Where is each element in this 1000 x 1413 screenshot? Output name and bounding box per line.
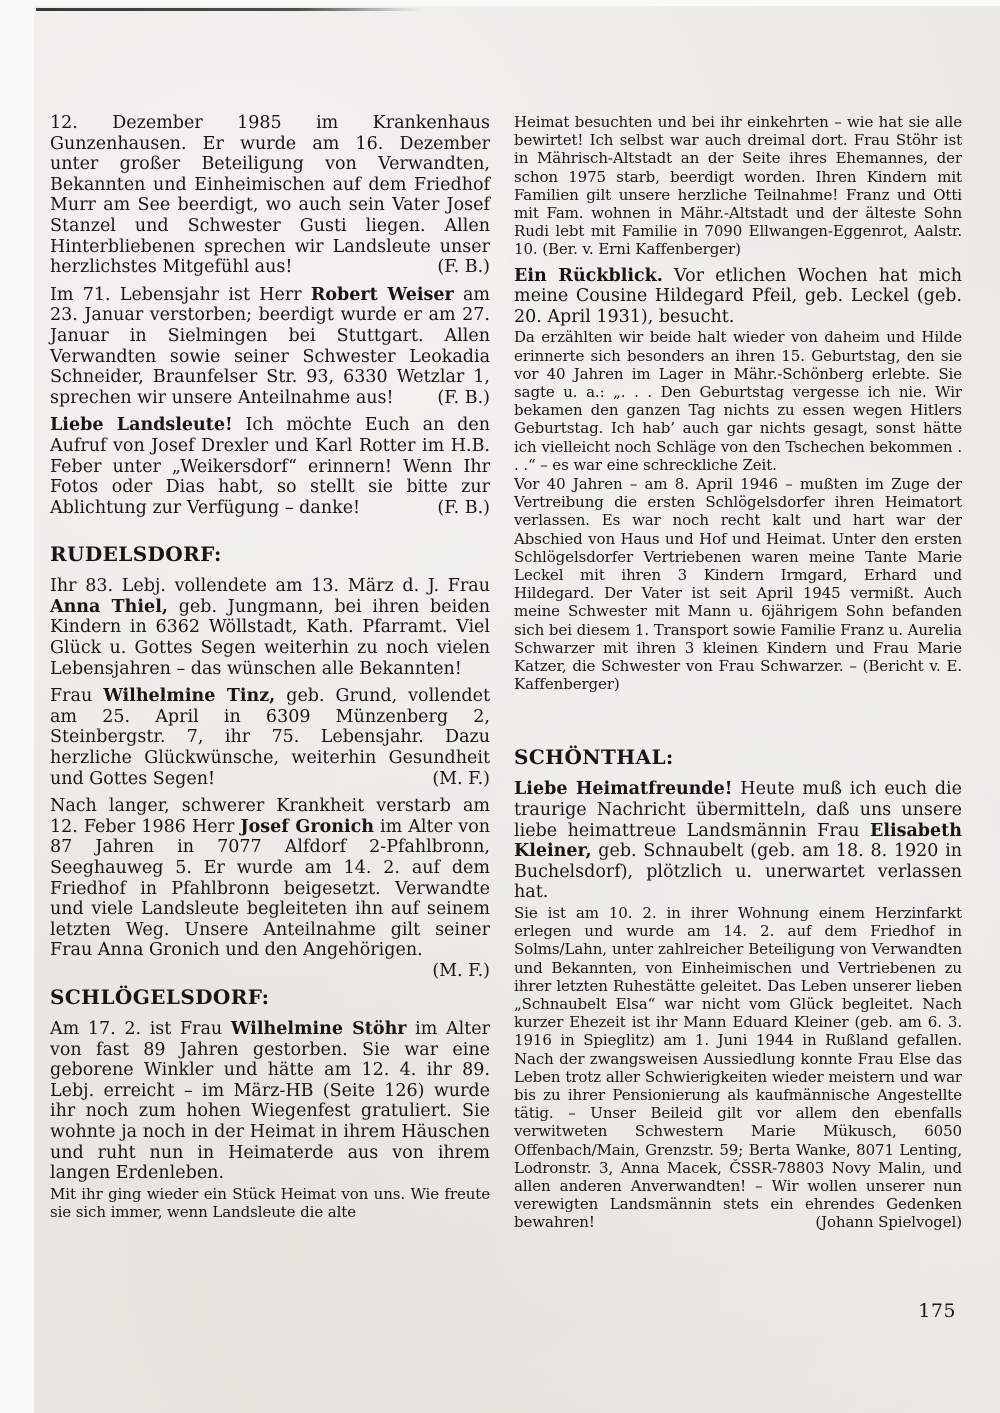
paragraph xyxy=(514,475,962,693)
bold-name-text: Ein Rückblick. xyxy=(514,265,663,286)
paragraph xyxy=(50,415,490,518)
scan-artifact-line xyxy=(36,8,516,11)
body-text: Frau xyxy=(50,686,104,707)
body-text: Sie ist am 10. 2. in ihrer Wohnung einem Herzinfarkt erlegen und wurde am 14. 2. auf dem Friedhof in Solms/Lahn, unter zahlreicher Beteiligung von Verwandten und Bekannten, von Einheimischen und Vertriebenen zu ihrer letzten Ruhestätte geleitet. Das Leben unserer lieben „Schnaubelt Elsa“ war nicht vom Glück begleitet. Nach kurzer Ehezeit ist ihr Mann Eduard Kleiner (geb. am 6. 3. 1916 in Spieglitz) am 1. Juni 1944 in Rußland gefallen. Nach der zwangsweisen Aussiedlung konnte Frau Else das Leben trotz aller Schwierigkeiten wieder meistern und war bis zu ihrer Pensionierung als kaufmännische Angestellte tätig. – Unser Beileid gilt vor allem den ebenfalls verwitweten Schwestern Marie Mükusch, 6050 Offenbach/Main, Grenzstr. 59; Berta Wanke, 8071 Lenting, Lodronstr. 3, Anna Macek, ČSSR-78803 Novy Malin, und allen anderen Anverwandten! – Wir wollen unserer nun verewigten Landsmännin stets ein ehrendes Gedenken bewahren! xyxy=(514,904,962,1232)
signature: (M. F.) xyxy=(432,768,490,789)
section-heading: SCHÖNTHAL: xyxy=(514,745,674,770)
paragraph xyxy=(514,266,962,328)
body-text: Am 17. 2. ist Frau xyxy=(50,1018,231,1039)
section-heading: RUDELSDORF: xyxy=(50,542,222,567)
bold-name-text: Wilhelmine Stöhr xyxy=(230,1018,407,1039)
paragraph xyxy=(50,576,490,679)
right-column xyxy=(514,113,962,1232)
page-number: 175 xyxy=(918,1300,956,1322)
paragraph xyxy=(514,904,962,1232)
body-text: Ihr 83. Lebj. vollendete am 13. März d. J. Frau xyxy=(50,576,490,597)
body-text: 12. Dezember 1985 im Krankenhaus Gunzenhausen. Er wurde am 16. Dezember unter großer Beteiligung von Verwandten, Bekannten und Einheimischen auf dem Friedhof Murr am See beerdigt, wo auch sein Vater Josef Stanzel und Schwester Gusti liegen. Allen Hinterbliebenen sprechen wir Landsleute unser herzlichstes Mitgefühl aus! xyxy=(50,113,490,278)
body-text: Vor 40 Jahren – am 8. April 1946 – mußten im Zuge der Vertreibung die ersten Schlögelsdorfer ihren Heimatort verlassen. Es war noch recht kalt und hart war der Abschied von Haus und Hof und Heimat. Unter den ersten Schlögelsdorfer Vertriebenen waren meine Tante Marie Leckel mit ihren 3 Kindern Irmgard, Erhard und Hildegard. Der Vater ist seit April 1945 vermißt. Auch meine Schwester mit Mann u. 6jährigem Sohn befanden sich bei diesem 1. Transport sowie Familie Franz u. Aurelia Schwarzer mit ihren 3 kleinen Kindern und Frau Marie Katzer, die Schwester von Frau Schwarzer. – (Bericht v. E. Kaffenberger) xyxy=(514,475,962,694)
body-text: Da erzählten wir beide halt wieder von daheim und Hilde erinnerte sich besonders an ihren 15. Geburtstag, den sie vor 40 Jahren im Lager in Mähr.-Schönberg erlebte. Sie sagte u. a.: „. . . Den Geburtstag vergesse ich nie. Wir bekamen den ganzen Tag nichts zu essen wegen Hitlers Geburtstag. Ich hab’ auch gar nichts gesagt, sonst hätte ich vielleicht noch Schläge von den Tschechen bekommen . . .“ – es war eine schreckliche Zeit. xyxy=(514,328,962,474)
signature: (F. B.) xyxy=(437,497,490,518)
body-text: Im 71. Lebensjahr ist Herr xyxy=(50,284,311,305)
body-text: Heute muß ich euch die traurige Nachricht übermitteln, daß uns unsere liebe heimattreue Landsmännin Frau xyxy=(514,779,963,841)
signature: (M. F.) xyxy=(432,960,490,981)
body-text: Heimat besuchten und bei ihr einkehrten – wie hat sie alle bewirtet! Ich selbst war auch dreimal dort. Frau Stöhr ist in Mährisch-Altstadt an der Seite ihres Ehemannes, der schon 1975 starb, beerdigt worden. Ihren Kindern mit Familien gilt unsere herzliche Teilnahme! Franz und Otti mit Fam. wohnen in Mähr.-Altstadt und der älteste Sohn Rudi lebt mit Familie in 7090 Ellwangen-Eggenrot, Aalstr. 10. (Ber. v. Erni Kaffenberger) xyxy=(514,113,962,259)
section-heading: SCHLÖGELSDORF: xyxy=(50,984,270,1009)
left-column xyxy=(50,113,490,1221)
body-text: Vor etlichen Wochen hat mich meine Cousine Hildegard Pfeil, geb. Leckel (geb. 20. April 1931), besucht. xyxy=(514,265,962,327)
bold-name-text: Wilhelmine Tinz, xyxy=(103,686,276,707)
body-text: geb. Grund, vollendet am 25. April in 6309 Münzenberg 2, Steinbergstr. 7, ihr 75. Lebensjahr. Dazu herzliche Glückwünsche, weiterhin Gesundheit und Gottes Segen! xyxy=(50,686,490,789)
paragraph xyxy=(50,1185,490,1221)
bold-name-text: Liebe Heimatfreunde! xyxy=(514,779,733,800)
bold-name-text: Josef Gronich xyxy=(240,816,374,837)
body-text: im Alter von 87 Jahren in 7077 Alfdorf 2-Pfahlbronn, Seeghauweg 5. Er wurde am 14. 2. auf dem Friedhof in Pfahlbronn beigesetzt. Verwandte und viele Landsleute begleiteten ihn auf seinem letzten Weg. Unsere Anteilnahme gilt seiner Frau Anna Gronich und den Angehörigen. xyxy=(50,816,491,961)
paragraph xyxy=(50,113,490,278)
paragraph xyxy=(50,1019,490,1184)
signature: (F. B.) xyxy=(437,257,490,278)
paragraph xyxy=(514,113,962,259)
scanned-page xyxy=(34,6,1000,1413)
paragraph xyxy=(50,686,490,789)
paragraph xyxy=(514,779,962,903)
body-text: am 23. Januar verstorben; beerdigt wurde er am 27. Januar in Sielmingen bei Stuttgart. Allen Verwandten sowie seiner Schwester Leokadia Schneider, Braunfelser Str. 93, 6330 Wetzlar 1, sprechen wir unsere Anteilnahme aus! xyxy=(50,284,490,408)
paragraph xyxy=(50,796,491,981)
paragraph xyxy=(50,285,490,409)
body-text: Nach langer, schwerer Krankheit verstarb am 12. Feber 1986 Herr xyxy=(50,796,490,837)
bold-name-text: Elisabeth Kleiner, xyxy=(514,820,962,862)
body-text: Ich möchte Euch an den Aufruf von Josef Drexler und Karl Rotter im H.B. Feber unter „Weikersdorf“ erinnern! Wenn Ihr Fotos oder Dias habt, so stellt sie bitte zur Ablichtung zur Verfügung – danke! xyxy=(50,415,490,518)
body-text: Mit ihr ging wieder ein Stück Heimat von uns. Wie freute sie sich immer, wenn Landsleute die alte xyxy=(50,1184,490,1221)
body-text: geb. Jungmann, bei ihren beiden Kindern in 6362 Wöllstadt, Kath. Pfarramt. Viel Glück u. Gottes Segen weiterhin zu noch vielen Lebensjahren – das wünschen alle Bekannten! xyxy=(50,596,490,679)
body-text: im Alter von fast 89 Jahren gestorben. Sie war eine geborene Winkler und hätte am 12. 4. ihr 89. Lebj. erreicht – im März-HB (Seite 126) wurde ihr noch zum hohen Wiegenfest gratuliert. Sie wohnte ja noch in der Heimat in ihrem Häuschen und ruht nun in Heimaterde aus von ihrem langen Erdenleben. xyxy=(50,1018,490,1184)
bold-name-text: Robert Weiser xyxy=(310,284,454,305)
bold-name-text: Anna Thiel, xyxy=(50,596,168,617)
bold-name-text: Liebe Landsleute! xyxy=(50,415,233,436)
signature: (Johann Spielvogel) xyxy=(815,1213,962,1232)
signature: (F. B.) xyxy=(437,387,490,408)
body-text: geb. Schnaubelt (geb. am 18. 8. 1920 in Buchelsdorf), plötzlich u. unerwartet verlassen hat. xyxy=(514,841,962,903)
paragraph xyxy=(514,328,962,474)
